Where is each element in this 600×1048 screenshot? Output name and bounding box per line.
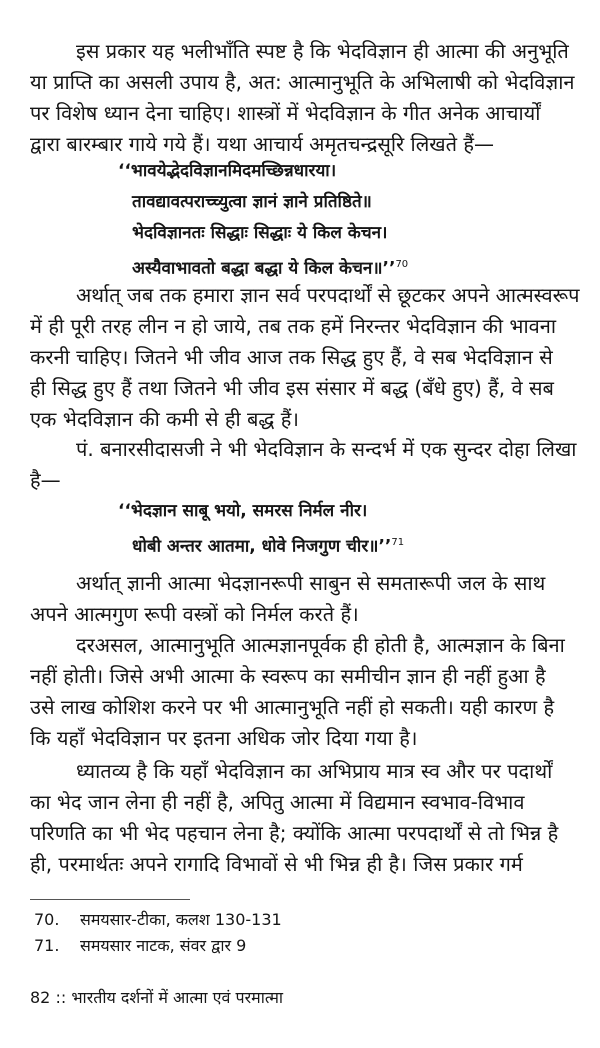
- verse-line: भेदविज्ञानतः सिद्धाः सिद्धाः ये किल केचन।: [132, 223, 388, 243]
- text-line: इस प्रकार यह भलीभाँति स्पष्ट है कि भेदविज्ञान ही आत्मा की अनुभूति: [76, 39, 569, 63]
- footnote-divider: [30, 899, 190, 900]
- verse-line-text: अस्यैवाभावतो बद्धा बद्धा ये किल केचन॥’’: [132, 258, 396, 279]
- text-line: ही सिद्ध हुए हैं तथा जितने भी जीव इस संसार में बद्ध (बँधे हुए) हैं, वे सब: [30, 376, 554, 400]
- paragraph-6: [30, 756, 582, 880]
- footnote-ref: 71: [391, 537, 405, 548]
- text-line: पर विशेष ध्यान देना चाहिए। शास्त्रों में भेदविज्ञान के गीत अनेक आचार्यों: [30, 101, 541, 125]
- text-line: नहीं होती। जिसे अभी आत्मा के स्वरूप का समीचीन ज्ञान ही नहीं हुआ है: [30, 664, 546, 688]
- footnote-text: समयसार-टीका, कलश 130-131: [80, 910, 282, 929]
- text-line: एक भेदविज्ञान की कमी से ही बद्ध हैं।: [30, 407, 299, 431]
- text-line: करनी चाहिए। जितने भी जीव आज तक सिद्ध हुए हैं, वे सब भेदविज्ञान से: [30, 345, 553, 369]
- text-line: है—: [30, 468, 61, 492]
- text-line: दरअसल, आत्मानुभूति आत्मज्ञानपूर्वक ही होती है, आत्मज्ञान के बिना: [76, 633, 565, 657]
- text-line: अर्थात् जब तक हमारा ज्ञान सर्व परपदार्थों से छूटकर अपने आत्मस्वरूप: [76, 283, 580, 307]
- verse-line: ‘‘भेदज्ञान साबू भयो, समरस निर्मल नीर।: [118, 501, 368, 521]
- text-line: अर्थात् ज्ञानी आत्मा भेदज्ञानरूपी साबुन से समतारूपी जल के साथ: [76, 571, 546, 595]
- footnote-number: 71.: [34, 936, 60, 955]
- text-line: का भेद जान लेना ही नहीं है, अपितु आत्मा में विद्यमान स्वभाव-विभाव: [30, 790, 525, 814]
- text-line: या प्राप्ति का असली उपाय है, अत: आत्मानुभूति के अभिलाषी को भेदविज्ञान: [30, 70, 575, 94]
- footnote: [34, 908, 282, 932]
- footnote-number: 70.: [34, 910, 60, 929]
- verse-line: [118, 527, 404, 563]
- footnote-ref: 70: [395, 259, 409, 270]
- paragraph-3: [30, 434, 582, 496]
- text-line: ही, परमार्थतः अपने रागादि विभावों से भी भिन्न ही है। जिस प्रकार गर्म: [30, 852, 523, 876]
- text-line: में ही पूरी तरह लीन न हो जाये, तब तक हमें निरन्तर भेदविज्ञान की भावना: [30, 314, 557, 338]
- text-line: ध्यातव्य है कि यहाँ भेदविज्ञान का अभिप्राय मात्र स्व और पर पदार्थों: [76, 759, 553, 783]
- doha-verse: [118, 496, 404, 563]
- paragraph-2: [30, 280, 582, 435]
- verse-line: तावद्यावत्पराच्च्युत्वा ज्ञानं ज्ञाने प्रतिष्ठिते॥: [132, 192, 372, 212]
- text-line: कि यहाँ भेदविज्ञान पर इतना अधिक जोर दिया गया है।: [30, 726, 418, 750]
- paragraph-4: [30, 568, 582, 630]
- text-line: उसे लाख कोशिश करने पर भी आत्मानुभूति नहीं हो सकती। यही कारण है: [30, 695, 555, 719]
- footnote-text: समयसार नाटक, संवर द्वार 9: [80, 936, 247, 955]
- text-line: अपने आत्मगुण रूपी वस्त्रों को निर्मल करते हैं।: [30, 602, 359, 626]
- text-line: द्वारा बारम्बार गाये गये हैं। यथा आचार्य अमृतचन्द्रसूरि लिखते हैं—: [30, 132, 495, 156]
- verse-line-text: धोबी अन्तर आतमा, धोवे निजगुण चीर॥’’: [132, 536, 392, 557]
- verse-line: ‘‘भावयेद्भेदविज्ञानमिदमच्छिन्नधारया।: [118, 161, 337, 181]
- footnote: [34, 934, 246, 958]
- text-line: पं. बनारसीदासजी ने भी भेदविज्ञान के सन्दर्भ में एक सुन्दर दोहा लिखा: [76, 437, 577, 461]
- paragraph-5: [30, 630, 582, 754]
- text-line: परिणति का भी भेद पहचान लेना है; क्योंकि आत्मा परपदार्थों से तो भिन्न है: [30, 821, 559, 845]
- page-footer: 82 :: भारतीय दर्शनों में आत्मा एवं परमात्मा: [30, 988, 284, 1007]
- paragraph-1: [30, 36, 582, 160]
- sanskrit-verse: [118, 156, 408, 285]
